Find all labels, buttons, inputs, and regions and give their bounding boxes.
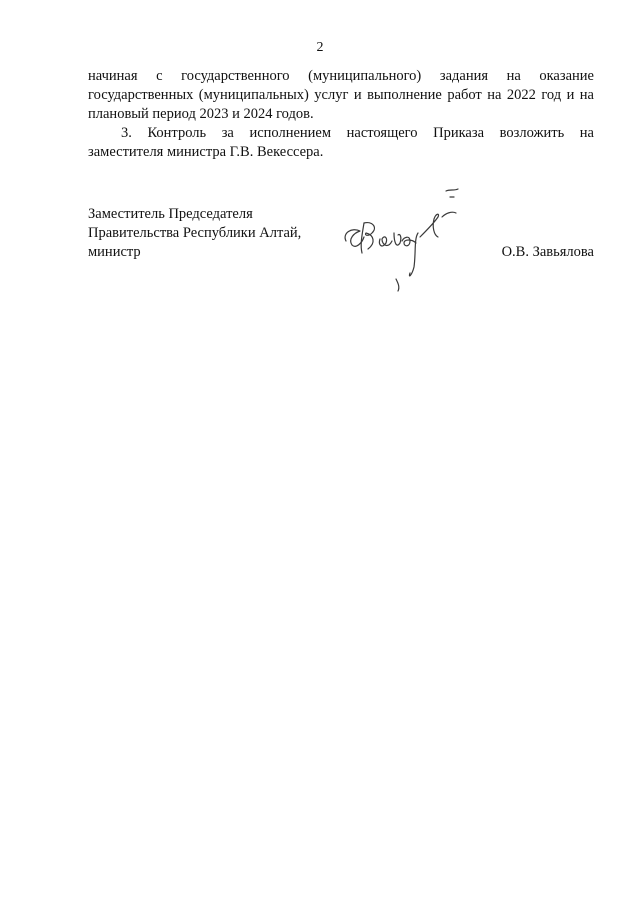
page-number: 2 (316, 40, 324, 55)
handwritten-signature-icon (338, 183, 468, 293)
text-line: начиная с государственного (муниципального) задания на оказание (88, 68, 594, 84)
text-line: заместителя министра Г.В. Векессера. (88, 144, 324, 160)
position-line: Правительства Республики Алтай, (88, 225, 302, 241)
paragraph-decree-continuation (88, 67, 594, 124)
text-line: 3. Контроль за исполнением настоящего Приказа возложить на (121, 125, 594, 141)
text-line: плановый период 2023 и 2024 годов. (88, 106, 314, 122)
position-line: Заместитель Председателя (88, 206, 253, 222)
signatory-position (88, 205, 301, 262)
document-body (88, 67, 594, 162)
paragraph-control-clause (88, 124, 594, 162)
position-line: министр (88, 244, 141, 260)
text-line: государственных (муниципальных) услуг и выполнение работ на 2022 год и на (88, 87, 594, 103)
signatory-name: О.В. Завьялова (501, 244, 594, 260)
signature-block (88, 205, 594, 285)
